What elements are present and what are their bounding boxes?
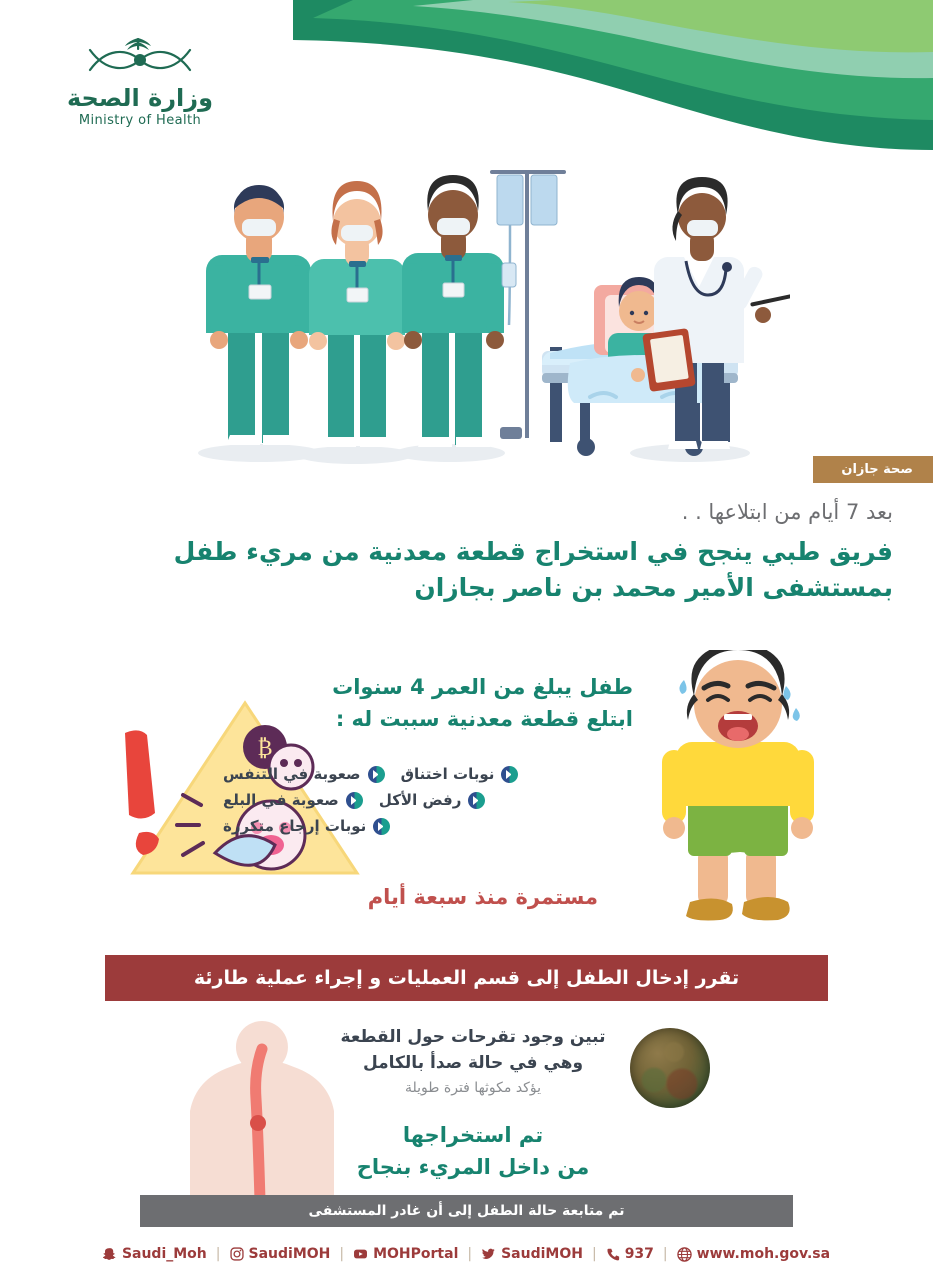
ministry-logo [40,36,240,128]
arrow-bullet-icon [346,792,363,809]
symptoms-heading [332,672,633,735]
findings-line2: وهي في حالة صدأ بالكامل [362,1052,584,1073]
arrow-bullet-icon [368,766,385,783]
symptom-label: صعوبة في التنفس [223,765,361,783]
footer-website[interactable] [677,1246,830,1262]
symptoms-heading-line2: ابتلع قطعة معدنية سببت له : [335,706,633,731]
youtube-icon [353,1247,368,1261]
footer-instagram-label: SaudiMOH [248,1246,331,1262]
phone-icon [606,1247,620,1261]
hospital-scene-illustration [150,135,790,475]
footer-twitter[interactable] [481,1246,583,1262]
snapchat-icon [103,1247,117,1261]
footer-separator: | [215,1246,221,1262]
decision-banner: تقرر إدخال الطفل إلى قسم العمليات و إجراء عملية طارئة [105,955,828,1001]
list-item [401,765,519,783]
symptom-label: صعوبة في البلع [223,791,339,809]
footer-separator: | [339,1246,345,1262]
headline-title: فريق طبي ينجح في استخراج قطعة معدنية من مريء طفل بمستشفى الأمير محمد بن ناصر بجازان [173,537,893,603]
region-tag: صحة جازان [813,456,933,483]
list-item [379,791,486,809]
symptoms-section [0,660,933,950]
twitter-icon [481,1247,496,1261]
list-item [223,765,385,783]
findings-subtext: يؤكد مكوثها فترة طويلة [405,1080,541,1096]
symptoms-heading-line1: طفل يبلغ من العمر 4 سنوات [332,675,633,699]
arrow-bullet-icon [373,818,390,835]
findings-section [0,1010,933,1195]
rusted-metal-coin-photo [630,1028,710,1108]
list-item [223,791,363,809]
symptom-label: نوبات إرجاع متكررة [223,817,367,835]
svg-text:₿: ₿ [257,736,273,761]
footer-twitter-label: SaudiMOH [501,1246,583,1262]
footer-snapchat[interactable] [103,1246,207,1262]
footer-separator: | [467,1246,473,1262]
footer-contact-bar [0,1246,933,1262]
symptom-row [223,791,623,809]
symptom-label: نوبات اختناق [400,765,495,783]
footer-separator: | [662,1246,668,1262]
logo-arabic-label: وزارة الصحة [66,84,214,112]
outcome-line2: من داخل المريء بنجاح [356,1154,590,1179]
headline-block [40,500,893,607]
symptoms-list [223,765,623,843]
footer-youtube-label: MOHPortal [373,1246,459,1262]
crying-child-illustration [620,650,870,950]
instagram-icon [230,1247,244,1261]
footer-website-label: www.moh.gov.sa [696,1246,831,1262]
outcome-line1: تم استخراجها [402,1123,544,1147]
symptom-label: رفض الأكل [378,791,462,809]
footer-instagram[interactable] [230,1246,331,1262]
footer-phone[interactable] [606,1246,654,1262]
moh-palm-swords-logo [40,36,240,82]
arrow-bullet-icon [501,766,518,783]
footer-snapchat-label: Saudi_Moh [121,1246,207,1262]
footer-separator: | [591,1246,597,1262]
headline-kicker: بعد 7 أيام من ابتلاعها . . [681,500,893,524]
symptom-row [223,817,623,835]
footer-youtube[interactable] [353,1246,458,1262]
list-item [223,817,390,835]
findings-text [313,1025,633,1096]
logo-english-label: Ministry of Health [78,113,202,128]
findings-line1: تبين وجود تقرحات حول القطعة [340,1027,606,1047]
findings-outcome [313,1120,633,1183]
symptoms-duration-note: مستمرة منذ سبعة أيام [367,885,598,909]
arrow-bullet-icon [468,792,485,809]
followup-banner: تم متابعة حالة الطفل إلى أن غادر المستشفى [140,1195,793,1227]
globe-icon [677,1247,692,1262]
symptom-row [223,765,623,783]
footer-phone-label: 937 [624,1246,654,1262]
